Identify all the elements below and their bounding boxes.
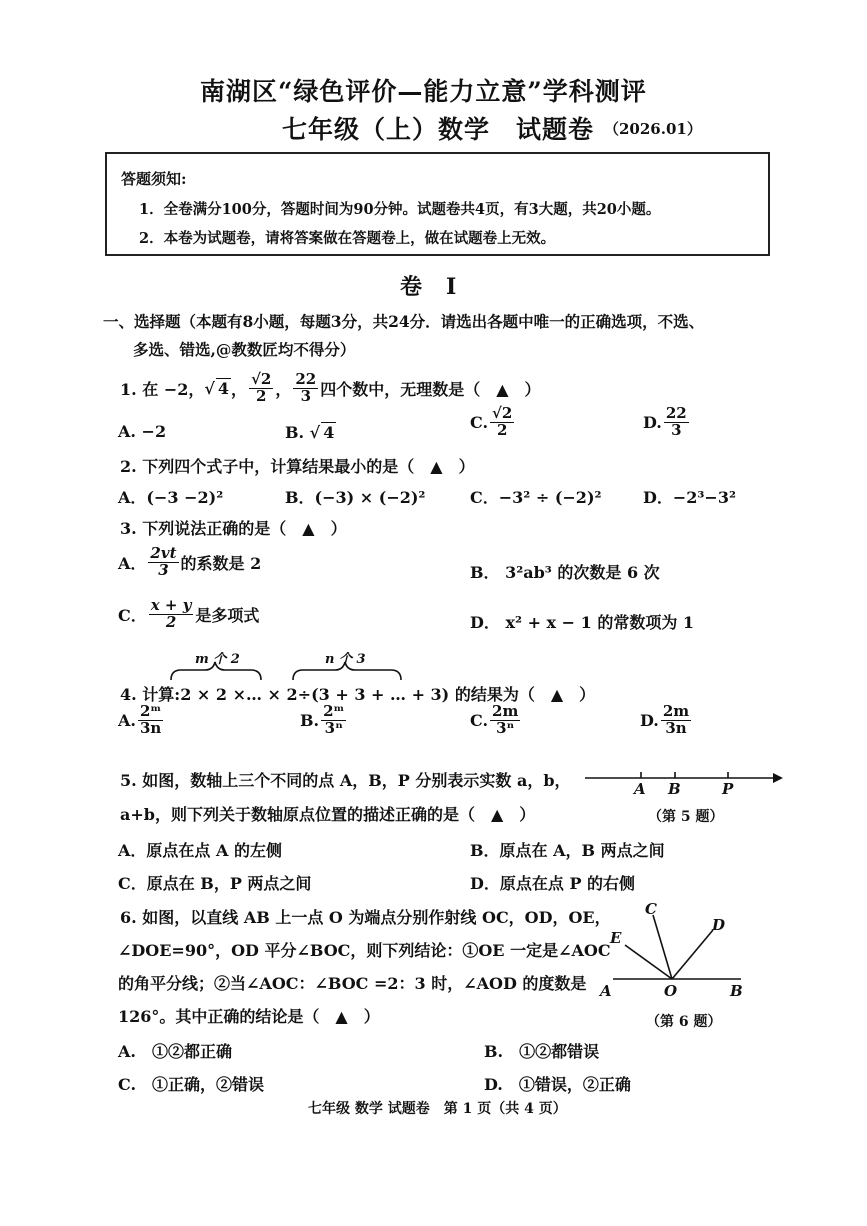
exam-title-line2: 七年级（上）数学 试题卷 <box>282 115 595 144</box>
q3-option-a: A． $\frac{2vt}{3}$ 的系数是 2 <box>118 544 262 579</box>
notice-item-1: 1．全卷满分100分，答题时间为90分钟。试题卷共4页，有3大题，共20小题。 <box>139 201 661 218</box>
q6-label-a: A <box>600 982 612 1000</box>
q4-brace-label-2: n 个 3 <box>325 652 366 667</box>
q6-option-c: C. ①正确，②错误 <box>118 1075 265 1094</box>
q6-caption: （第 6 题） <box>646 1014 722 1030</box>
q6-label-e: E <box>610 929 622 947</box>
q4-option-c: C. $\frac{2m}{\text{3ⁿ}}$ <box>470 702 519 737</box>
q3-option-c: C． $\frac{x + y}{2}$ 是多项式 <box>118 596 260 631</box>
q6-label-o: O <box>664 982 678 1000</box>
q5-option-b: B．原点在 A，B 两点之间 <box>470 841 665 860</box>
section-title: 卷 I <box>400 274 458 300</box>
notice-heading: 答题须知: <box>121 170 187 188</box>
question-2-stem: 2. 下列四个式子中，计算结果最小的是（ ▲ ） <box>120 457 475 476</box>
question-6-line1: 6. 如图，以直线 AB 上一点 O 为端点分别作射线 OC，OD，OE， <box>120 908 611 927</box>
q1-text-b: ， <box>231 379 248 399</box>
q2-option-a: A．(−3 −2)² <box>118 488 224 507</box>
q4-option-b: B. $\frac{\text{2ᵐ}}{\text{3ⁿ}}$ <box>300 702 345 737</box>
question-6-line4: 126°。其中正确的结论是（ ▲ ） <box>118 1007 380 1026</box>
q1-option-c: C. $\frac{√2}{2}$ <box>470 404 513 439</box>
question-6-line3: 的角平分线；②当∠AOC：∠BOC =2：3 时，∠AOD 的度数是 <box>118 974 587 993</box>
q1-text-d: 四个数中，无理数是（ ▲ ） <box>320 379 541 399</box>
q5-label-p: P <box>722 780 734 798</box>
q2-option-c: C．−3² ÷ (−2)² <box>470 488 602 507</box>
question-4-stem: 4. 计算:2 × 2 ×… × 2÷(3 + 3 + … + 3) 的结果为（ ▲ ） <box>120 685 596 704</box>
q5-option-d: D．原点在点 P 的右侧 <box>470 874 636 893</box>
question-5-line2: a+b，则下列关于数轴原点位置的描述正确的是（ ▲ ） <box>120 805 536 824</box>
q6-option-b: B. ①②都错误 <box>484 1042 600 1061</box>
q5-option-a: A．原点在点 A 的左侧 <box>118 841 282 860</box>
notice-box <box>105 152 770 256</box>
q1-option-a: A. −2 <box>118 422 167 441</box>
q3-option-d: D． x² + x − 1 的常数项为 1 <box>470 613 695 632</box>
q1-fraction-2: $\frac{22}{3}$ <box>295 370 317 405</box>
q1-text-c: ， <box>275 379 292 399</box>
section-heading-line1: 一、选择题（本题有8小题，每题3分，共24分．请选出各题中唯一的正确选项，不选、 <box>103 312 705 331</box>
q6-option-a: A. ①②都正确 <box>118 1042 232 1061</box>
q1-text-a: 1. 在 −2， <box>120 379 205 399</box>
q2-option-d: D．−2³−3² <box>643 488 736 507</box>
section-heading-line2: 多选、错选,@教数匠均不得分） <box>133 340 356 359</box>
q4-option-d: D. $\frac{2m}{3n}$ <box>640 702 690 737</box>
q6-label-b: B <box>730 982 743 1000</box>
exam-date: （2026.01） <box>604 120 702 138</box>
q6-label-c: C <box>645 900 657 918</box>
question-6-line2: ∠DOE=90°，OD 平分∠BOC，则下列结论：①OE 一定是∠AOC <box>118 941 611 960</box>
page-footer: 七年级 数学 试题卷 第 1 页（共 4 页） <box>308 1101 567 1117</box>
q3-option-b: B． 3²ab³ 的次数是 6 次 <box>470 563 660 582</box>
q5-number-line <box>585 768 785 792</box>
q6-option-d: D. ①错误，②正确 <box>484 1075 631 1094</box>
q5-label-b: B <box>668 780 681 798</box>
q1-option-b: B. √ 4 <box>285 423 335 442</box>
question-1-stem <box>120 372 541 405</box>
q5-label-a: A <box>634 780 646 798</box>
q1-fraction-1: $\frac{√2}{2}$ <box>251 370 272 405</box>
q4-option-a: A. $\frac{\text{2ᵐ}}{3n}$ <box>118 702 162 737</box>
q6-label-d: D <box>712 916 726 934</box>
notice-item-2: 2．本卷为试题卷，请将答案做在答题卷上，做在试题卷上无效。 <box>139 230 556 247</box>
q5-caption: （第 5 题） <box>648 809 724 825</box>
q5-option-c: C．原点在 B，P 两点之间 <box>118 874 312 893</box>
q2-option-b: B．(−3) × (−2)² <box>285 488 426 507</box>
exam-title-line1: 南湖区“绿色评价—能力立意”学科测评 <box>200 77 647 106</box>
question-5-line1: 5. 如图，数轴上三个不同的点 A，B，P 分别表示实数 a，b， <box>120 771 571 790</box>
q6-angle-figure <box>605 900 755 980</box>
q1-sqrt4: √ 4 <box>204 379 230 399</box>
q4-brace-label-1: m 个 2 <box>195 652 240 667</box>
q1-option-d: D. $\frac{22}{3}$ <box>643 404 687 439</box>
question-3-stem: 3. 下列说法正确的是（ ▲ ） <box>120 519 347 538</box>
